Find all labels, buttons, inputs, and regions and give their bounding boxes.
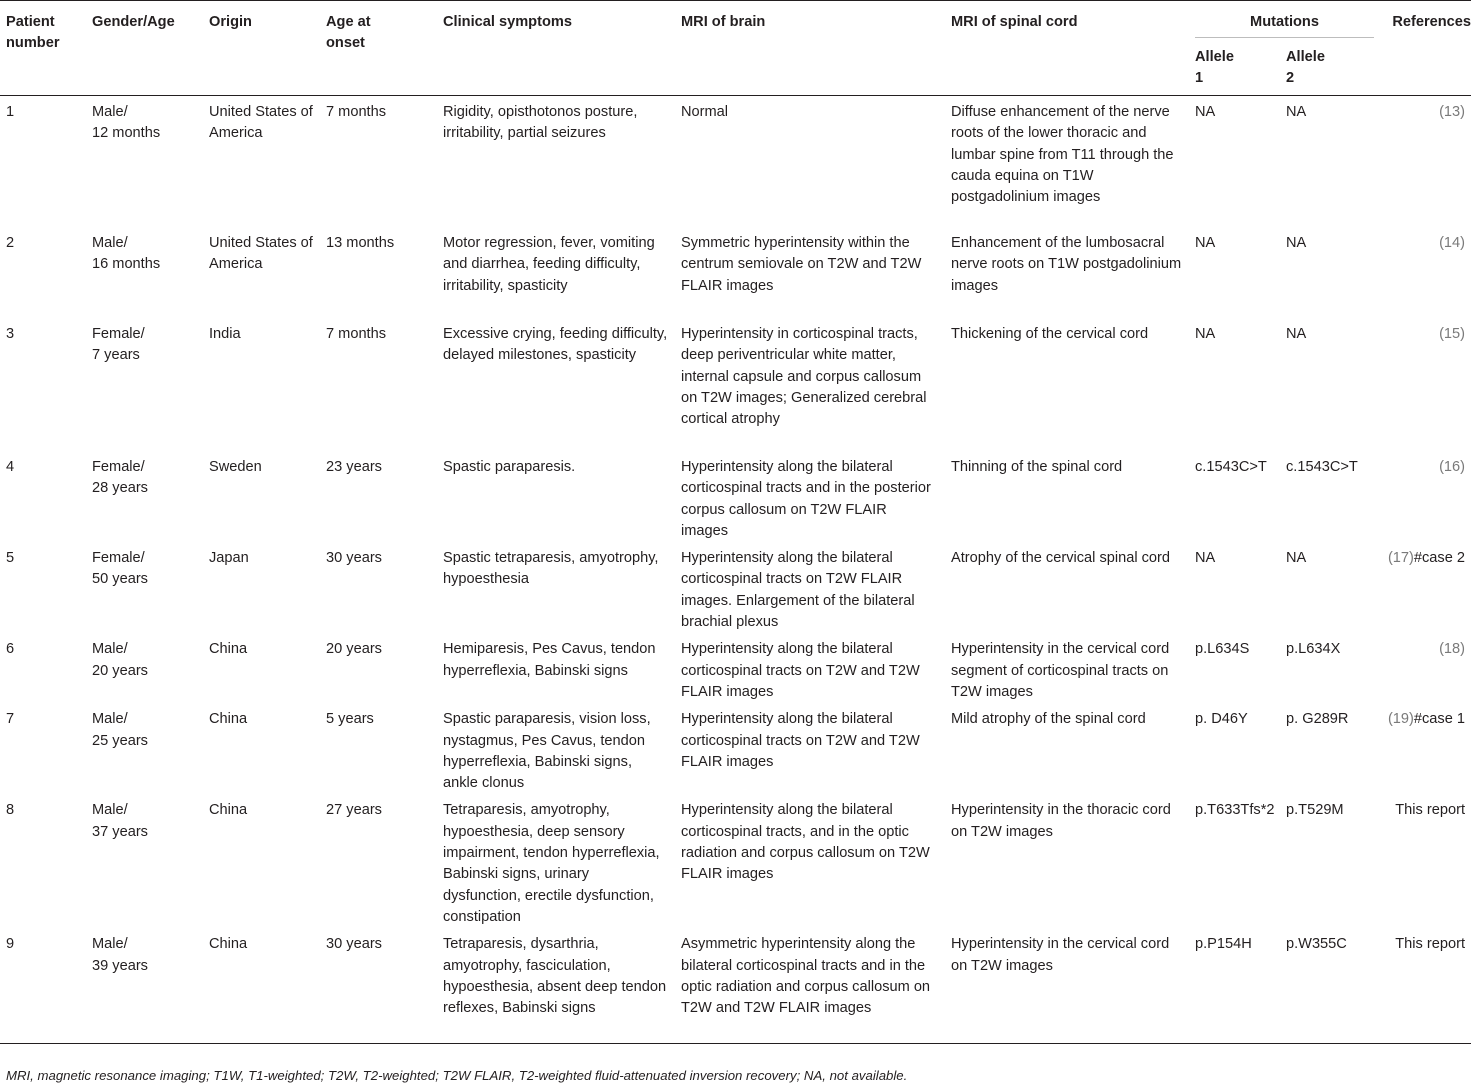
age-text: 37 years: [92, 823, 148, 840]
cell-mri-brain: Normal: [681, 104, 729, 120]
gender-text: Male/: [92, 936, 128, 953]
cell-clinical-symptoms: Tetraparesis, dysarthria, amyotrophy, fasciculation, hypoesthesia, absent deep tendon reflexes, Babinski signs: [443, 928, 681, 1044]
cell-gender-age: [92, 96, 209, 228]
cell-patient-number: 6: [6, 641, 15, 658]
gender-text: Male/: [92, 711, 128, 728]
age-text: 7 years: [92, 347, 140, 364]
header-clinical-symptoms: Clinical symptoms: [443, 0, 681, 96]
cell-mri-brain: Hyperintensity along the bilateral corticospinal tracts and in the posterior corpus callosum on T2W FLAIR images: [681, 459, 931, 539]
cell-gender-age: [92, 794, 209, 928]
top-rule: [0, 0, 1471, 1]
gender-text: Male/: [92, 235, 128, 251]
header-allele-2: Allele 2: [1286, 38, 1374, 96]
cell-clinical-symptoms: Tetraparesis, amyotrophy, hypoesthesia, deep sensory impairment, tendon hyperreflexia, Babinski signs, urinary dysfunction, erectile dysfunction, constipation: [443, 802, 660, 925]
cell-gender-age: [92, 633, 209, 703]
gender-text: Male/: [92, 104, 128, 120]
cell-gender-age: [92, 318, 209, 451]
cell-allele-1: c.1543C>T: [1195, 459, 1267, 475]
reference-link[interactable]: (18): [1439, 641, 1466, 658]
cell-mri-brain: Hyperintensity in corticospinal tracts, deep periventricular white matter, internal capsule and corpus callosum on T2W images; Generalized cerebral cortical atrophy: [681, 326, 927, 428]
cell-clinical-symptoms: Spastic paraparesis.: [443, 459, 576, 475]
age-text: 25 years: [92, 732, 148, 749]
header-mri-spinal-cord: MRI of spinal cord: [951, 0, 1195, 96]
cell-clinical-symptoms: Spastic tetraparesis, amyotrophy, hypoesthesia: [443, 550, 659, 588]
cell-patient-number: 5: [6, 550, 15, 567]
cell-origin: China: [209, 641, 248, 658]
age-text: 39 years: [92, 957, 148, 974]
gender-text: Female/: [92, 459, 145, 475]
cell-patient-number: 9: [0, 928, 92, 1044]
table-row: [0, 542, 1471, 633]
table-row: [0, 227, 1471, 318]
header-gender-age: Gender/Age: [92, 0, 209, 96]
cell-origin: Japan: [209, 550, 249, 567]
age-text: 50 years: [92, 571, 148, 588]
cell-allele-2: p.L634X: [1286, 641, 1341, 658]
cell-origin: India: [209, 326, 241, 342]
cell-mri-brain: Hyperintensity along the bilateral corticospinal tracts on T2W FLAIR images. Enlargement of the bilateral brachial plexus: [681, 550, 915, 631]
cell-allele-2: NA: [1286, 235, 1307, 251]
cell-mri-spinal-cord: Thinning of the spinal cord: [951, 459, 1123, 475]
gender-text: Female/: [92, 326, 145, 342]
header-references: References: [1374, 0, 1471, 96]
header-allele-1: Allele 1: [1195, 38, 1286, 96]
cell-mri-spinal-cord: Diffuse enhancement of the nerve roots of the lower thoracic and lumbar spine from T11 through the cauda equina on T1W postgadolinium images: [951, 104, 1174, 206]
cell-reference: [1374, 451, 1471, 542]
reference-link[interactable]: (19): [1387, 711, 1414, 728]
age-text: 16 months: [92, 256, 161, 273]
cell-origin: China: [209, 928, 326, 1044]
cell-origin: Sweden: [209, 459, 262, 475]
cell-mri-spinal-cord: Hyperintensity in the cervical cord segment of corticospinal tracts on T2W images: [951, 641, 1170, 700]
cell-allele-1: NA: [1195, 104, 1216, 120]
table-row: [0, 451, 1471, 542]
cell-patient-number: 3: [6, 326, 15, 342]
cell-origin: United States of America: [209, 235, 313, 273]
cell-age-at-onset: 13 months: [326, 235, 395, 251]
cell-allele-1: NA: [1195, 326, 1216, 342]
cell-allele-2: NA: [1286, 550, 1307, 567]
cell-clinical-symptoms: Spastic paraparesis, vision loss, nystagmus, Pes Cavus, tendon hyperreflexia, Babinski signs, ankle clonus: [443, 711, 651, 792]
cell-reference: [1374, 633, 1471, 703]
cell-allele-1: p.P154H: [1195, 928, 1286, 1044]
cell-mri-spinal-cord: Hyperintensity in the thoracic cord on T2W images: [951, 802, 1171, 840]
reference-note: #case 1: [1413, 711, 1466, 728]
cell-age-at-onset: 27 years: [326, 802, 382, 819]
header-age-at-onset: Age at onset: [326, 0, 443, 96]
table-row: [0, 633, 1471, 703]
cell-age-at-onset: 5 years: [326, 711, 374, 728]
cell-patient-number: 2: [6, 235, 15, 251]
reference-link[interactable]: (14): [1439, 235, 1466, 251]
cell-mri-brain: Hyperintensity along the bilateral corticospinal tracts on T2W and T2W FLAIR images: [681, 641, 920, 700]
cell-reference: [1374, 318, 1471, 451]
header-mri-brain: MRI of brain: [681, 0, 951, 96]
cell-allele-2: p.T529M: [1286, 802, 1344, 819]
cell-mri-brain: Hyperintensity along the bilateral corticospinal tracts on T2W and T2W FLAIR images: [681, 711, 920, 770]
cell-gender-age: [92, 227, 209, 318]
cell-clinical-symptoms: Motor regression, fever, vomiting and diarrhea, feeding difficulty, irritability, spasticity: [443, 235, 655, 294]
cell-origin: China: [209, 802, 248, 819]
header-mutations: Mutations: [1195, 0, 1374, 38]
age-text: 20 years: [92, 662, 148, 679]
cell-mri-brain: Hyperintensity along the bilateral corticospinal tracts, and in the optic radiation and corpus callosum on T2W FLAIR images: [681, 802, 930, 883]
cell-gender-age: [92, 542, 209, 633]
reference-note: #case 2: [1413, 550, 1466, 567]
cell-allele-2: NA: [1286, 104, 1307, 120]
cell-reference: [1374, 703, 1471, 794]
cell-mri-spinal-cord: Hyperintensity in the cervical cord on T2W images: [951, 928, 1195, 1044]
header-patient-number: Patient number: [0, 0, 92, 96]
cell-reference: [1374, 96, 1471, 228]
cell-patient-number: 4: [6, 459, 15, 475]
cell-mri-brain: Asymmetric hyperintensity along the bilateral corticospinal tracts and in the optic radiation and corpus callosum on T2W and T2W FLAIR images: [681, 928, 951, 1044]
cell-mri-spinal-cord: Mild atrophy of the spinal cord: [951, 711, 1146, 728]
cell-patient-number: 8: [6, 802, 15, 819]
table-row: [0, 928, 1471, 1044]
cell-mri-spinal-cord: Enhancement of the lumbosacral nerve roots on T1W postgadolinium images: [951, 235, 1182, 294]
cell-allele-1: p.T633Tfs*2: [1195, 802, 1275, 819]
age-text: 28 years: [92, 480, 148, 497]
gender-text: Male/: [92, 802, 128, 819]
reference-link[interactable]: (13): [1439, 104, 1466, 120]
table-body: [0, 96, 1471, 1044]
cell-age-at-onset: 7 months: [326, 326, 387, 342]
table-row: [0, 318, 1471, 451]
cell-gender-age: [92, 703, 209, 794]
cell-allele-1: p.L634S: [1195, 641, 1250, 658]
cell-clinical-symptoms: Rigidity, opisthotonos posture, irritability, partial seizures: [443, 104, 638, 142]
cell-gender-age: [92, 928, 209, 1044]
cell-gender-age: [92, 451, 209, 542]
cell-allele-2: NA: [1286, 326, 1307, 342]
reference-note: This report: [1395, 936, 1466, 953]
cell-allele-1: NA: [1195, 235, 1216, 251]
cell-origin: United States of America: [209, 104, 313, 142]
cell-reference: [1374, 542, 1471, 633]
gender-text: Male/: [92, 641, 128, 658]
cell-mri-brain: Symmetric hyperintensity within the centrum semiovale on T2W and T2W FLAIR images: [681, 235, 922, 294]
table-row: [0, 96, 1471, 228]
reference-link[interactable]: (16): [1439, 459, 1466, 475]
cell-reference: [1374, 227, 1471, 318]
cell-allele-1: NA: [1195, 550, 1216, 567]
cell-origin: China: [209, 711, 248, 728]
cell-reference: [1374, 794, 1471, 928]
cell-clinical-symptoms: Excessive crying, feeding difficulty, delayed milestones, spasticity: [443, 326, 668, 364]
cell-age-at-onset: 30 years: [326, 550, 382, 567]
cell-patient-number: 7: [6, 711, 15, 728]
cell-age-at-onset: 30 years: [326, 928, 443, 1044]
reference-link[interactable]: (17): [1387, 550, 1414, 567]
cell-allele-2: c.1543C>T: [1286, 459, 1358, 475]
cell-age-at-onset: 23 years: [326, 459, 382, 475]
age-text: 12 months: [92, 125, 161, 142]
cell-age-at-onset: 20 years: [326, 641, 382, 658]
cell-allele-2: p.W355C: [1286, 928, 1374, 1044]
table-row: [0, 703, 1471, 794]
cell-mri-spinal-cord: Thickening of the cervical cord: [951, 326, 1149, 342]
cell-reference: [1374, 928, 1471, 1044]
table-row: [0, 794, 1471, 928]
cell-allele-2: p. G289R: [1286, 711, 1349, 728]
cell-allele-1: p. D46Y: [1195, 711, 1248, 728]
cell-clinical-symptoms: Hemiparesis, Pes Cavus, tendon hyperreflexia, Babinski signs: [443, 641, 656, 679]
cell-patient-number: 1: [6, 104, 15, 120]
reference-note: This report: [1395, 802, 1466, 819]
header-origin: Origin: [209, 0, 326, 96]
table-footnote: MRI, magnetic resonance imaging; T1W, T1-weighted; T2W, T2-weighted; T2W FLAIR, T2-weighted fluid-attenuated inversion recovery; NA, not available.: [6, 1068, 908, 1083]
cell-mri-spinal-cord: Atrophy of the cervical spinal cord: [951, 550, 1171, 567]
gender-text: Female/: [92, 550, 145, 567]
cell-age-at-onset: 7 months: [326, 104, 387, 120]
reference-link[interactable]: (15): [1439, 326, 1466, 342]
